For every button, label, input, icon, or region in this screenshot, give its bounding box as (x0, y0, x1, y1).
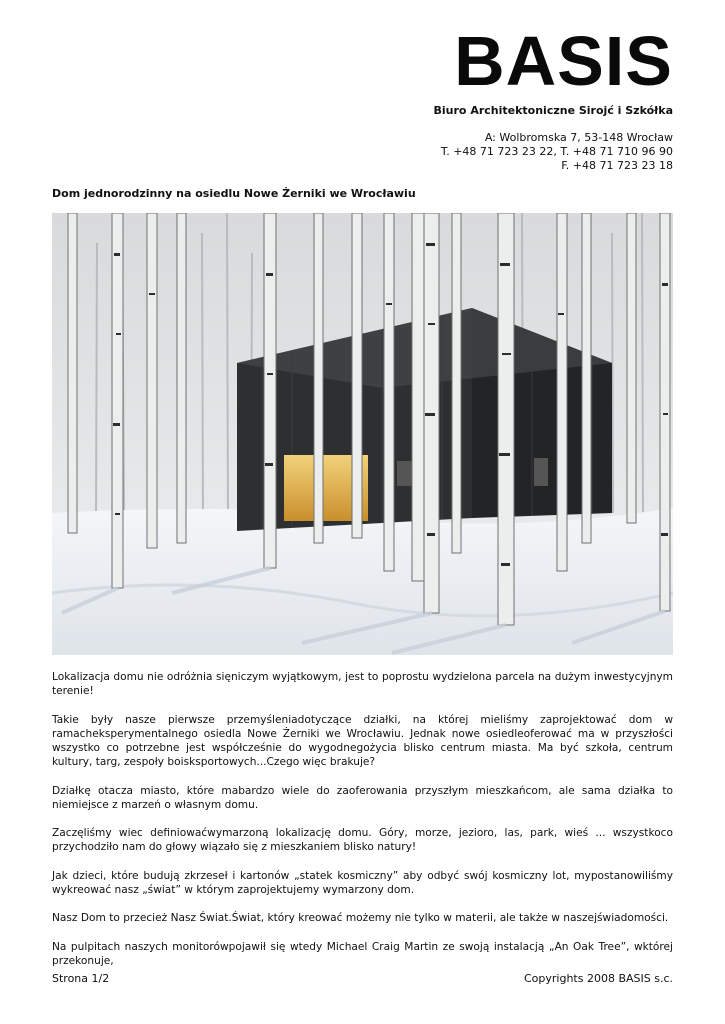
paragraph: Takie były nasze pierwsze przemyśleniadotyczące działki, na której mieliśmy zaprojektować dom w ramacheksperymentalnego osiedla Nowe Żerniki we Wrocławiu. Jednak nowe osiedleoferować ma w przyszłości wszystko co potrzebne jest współcześnie do wygodnegożycia blisko centrum miasta. Ma być szkoła, centrum kultury, targ, zespoły boisksportowych...Czego więc brakuje? (52, 713, 673, 769)
fax-line: F. +48 71 723 23 18 (561, 159, 673, 172)
company-name: Biuro Architektoniczne Sirojć i Szkółka (433, 104, 673, 117)
paragraph: Na pulpitach naszych monitorówpojawił się wtedy Michael Craig Martin ze swoją instalacją „An Oak Tree”, wktórej przekonuje, (52, 940, 673, 967)
document-title: Dom jednorodzinny na osiedlu Nowe Żerniki we Wrocławiu (52, 187, 416, 200)
paragraph: Działkę otacza miasto, które mabardzo wiele do zaoferowania przyszłym mieszkańcom, ale sama działka to niemiejsce z marzeń o własnym domu. (52, 784, 673, 811)
copyright-notice: Copyrights 2008 BASIS s.c. (523, 972, 673, 985)
page-number: Strona 1/2 (52, 972, 110, 985)
paragraph: Jak dzieci, które budują zkrzeseł i kartonów „statek kosmiczny” aby odbyć swój kosmiczny lot, mypostanowiliśmy wykreować nasz „świat” w którym zaprojektujemy wymarzony dom. (52, 869, 673, 896)
company-address (441, 131, 673, 173)
company-logo: BASIS (454, 22, 673, 100)
paragraph: Nasz Dom to przecież Nasz Świat.Świat, który kreować możemy nie tylko w materii, ale także w naszejświadomości. (52, 912, 669, 925)
paragraph: Zaczęliśmy wiec definiowaćwymarzoną lokalizację domu. Góry, morze, jezioro, las, park, wieś ... wszystkoco przychodziło nam do głowy wiązało się z mieszkaniem blisko natury! (52, 827, 673, 854)
address-line: A: Wolbromska 7, 53-148 Wrocław (484, 131, 673, 144)
document-body (52, 670, 673, 982)
phone-line: T. +48 71 723 23 22, T. +48 71 710 96 90 (440, 145, 673, 158)
house-rendering-image (52, 213, 673, 655)
paragraph: Lokalizacja domu nie odróżnia sięniczym wyjątkowym, jest to poprostu wydzielona parcela na dużym inwestycyjnym terenie! (52, 671, 673, 698)
